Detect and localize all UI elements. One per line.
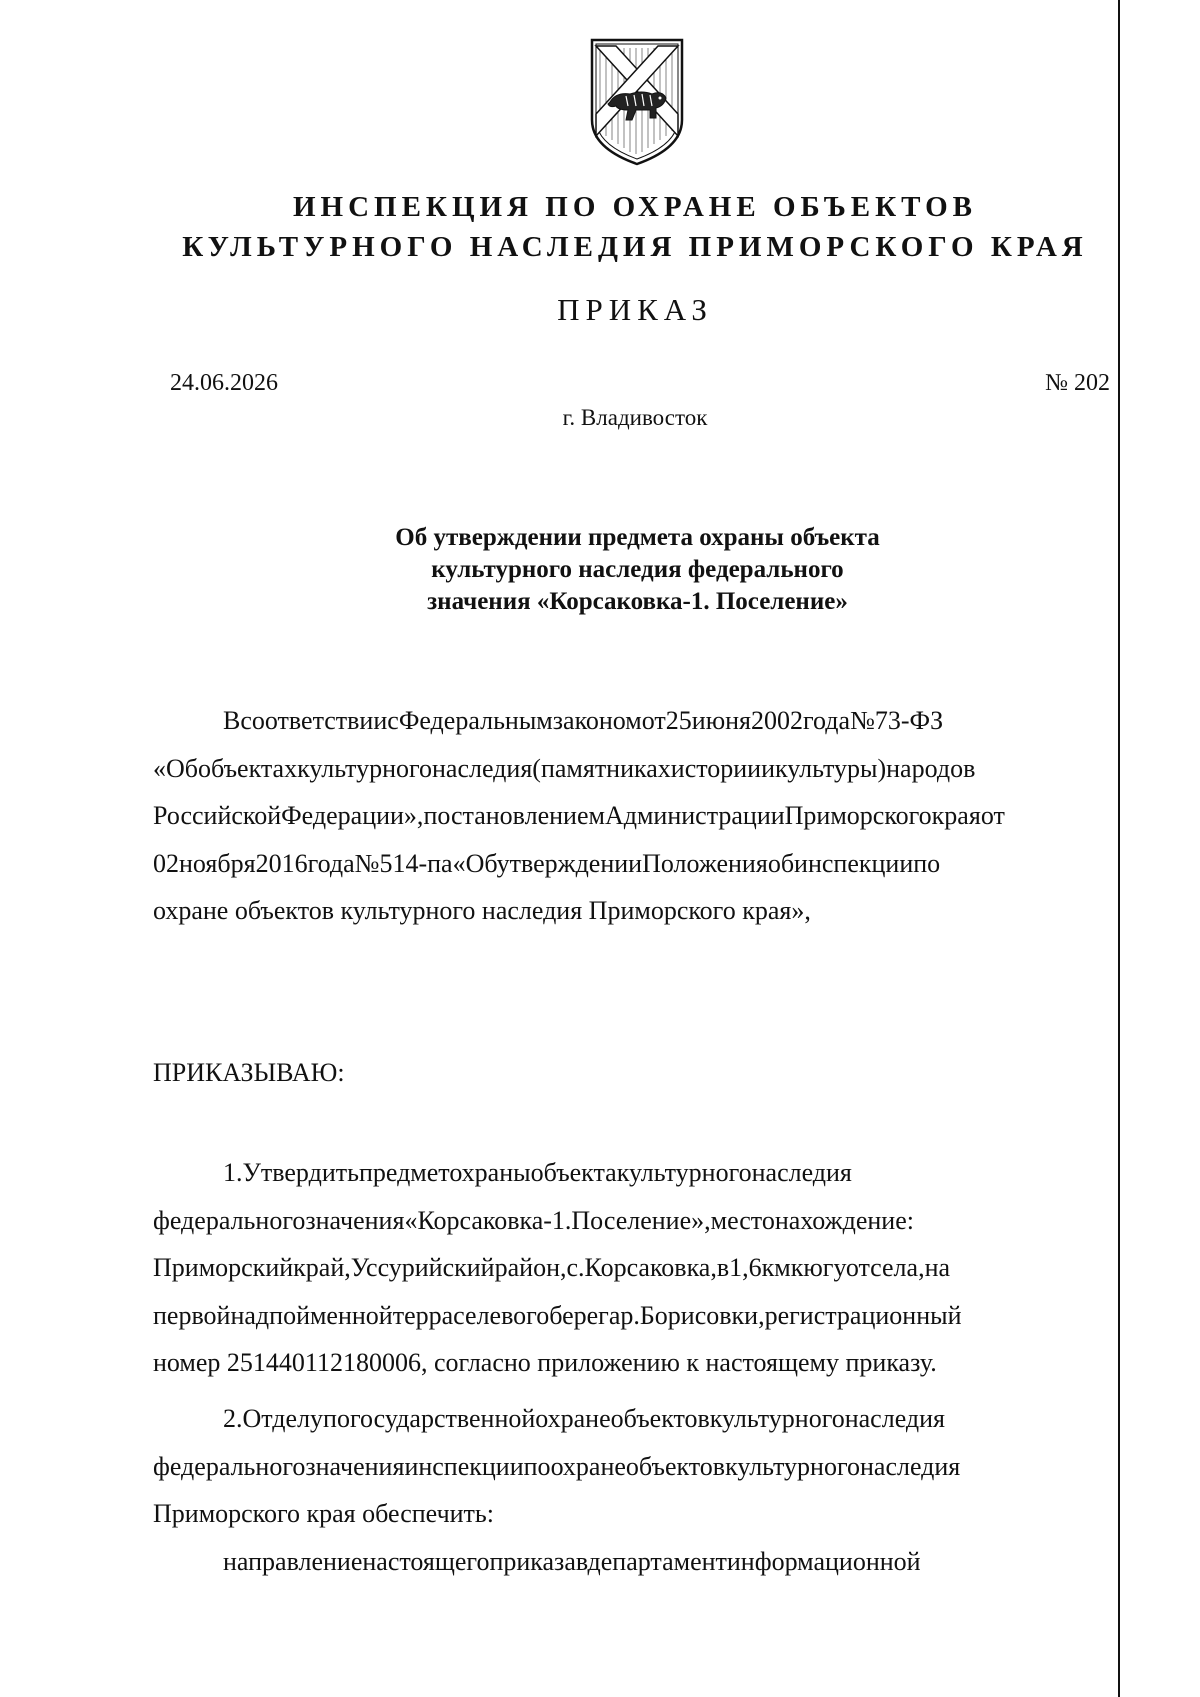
word: (памятниках [532,753,671,783]
word: край, [293,1253,351,1282]
word: и [761,753,776,783]
word: р. [620,1300,640,1330]
word: объекта [530,1158,617,1187]
word: наследия [844,1404,945,1433]
document-date: 24.06.2026 [170,370,278,396]
word: приказа [489,1546,576,1576]
word: берега [549,1300,621,1330]
word: наследия [751,1158,852,1187]
word: местонахождение: [710,1205,914,1235]
word: Борисовки, [639,1300,765,1330]
word: настоящего [362,1546,490,1576]
word: объектов [625,1451,726,1481]
text-line: номер 251440112180006, согласно приложению к настоящему приказу. [153,1348,937,1377]
text-line [153,1395,1129,1443]
word: года [803,706,851,735]
word: значения [305,1205,405,1235]
agency-name-line-2: КУЛЬТУРНОГО НАСЛЕДИЯ ПРИМОРСКОГО КРАЯ [182,231,1088,263]
primorsky-coat-of-arms-icon [586,36,688,168]
word: края [931,801,981,830]
word: 514-па [379,848,453,878]
text-line [153,792,1129,840]
text-line [153,1149,1129,1197]
word: по [523,1451,551,1481]
word: Уссурийский [350,1253,495,1282]
text-line [153,1197,1129,1245]
word: Федеральным [398,706,553,735]
word: федерального [153,1205,306,1235]
text-line: Приморского края обеспечить: [153,1499,494,1528]
word: Федерации», [281,801,424,830]
word: В [223,706,241,735]
word: в [716,1253,730,1282]
text-line [153,745,1129,793]
subject-line: Об утверждении предмета охраны объекта [395,524,880,551]
text-line [153,840,1129,888]
word: культурного [725,1451,860,1481]
subject-line: культурного наследия федерального [431,556,844,583]
document-city: г. Владивосток [562,405,708,430]
word: «Корсаковка-1. [404,1205,572,1235]
word: км [761,1253,791,1282]
word: государственной [349,1404,536,1433]
word: 2. [223,1404,243,1433]
word: с. [566,1253,585,1282]
word: Отделу [242,1404,324,1433]
document-type: ПРИКАЗ [557,292,713,327]
word: на [924,1253,951,1282]
text-line [153,1244,1129,1292]
word: культурного [297,753,433,783]
word: 2002 [751,706,804,735]
document-number: № 202 [1045,370,1110,396]
word: 1. [223,1158,243,1187]
text-line [153,1443,1129,1491]
word: истории [670,753,762,783]
text-line [153,697,1129,745]
word: с [387,706,399,735]
word: к [790,1253,804,1282]
word: район, [494,1253,567,1282]
word: направление [223,1546,363,1576]
word: информационной [726,1546,921,1576]
word: Положения [642,848,768,878]
word: села, [870,1253,925,1282]
word: 02 [153,848,179,878]
item-2-paragraph [153,1395,1129,1585]
word: законом [552,706,642,735]
preamble-paragraph [153,697,1129,935]
word: утверждении [496,848,643,878]
word: объектов [610,1404,710,1433]
word: от [980,801,1005,830]
word: ноября [179,848,256,878]
word: по [913,848,941,878]
word: охраны [449,1158,531,1187]
word: от [641,706,666,735]
word: от [845,1253,871,1282]
order-word: ПРИКАЗЫВАЮ: [153,1058,345,1087]
word: 25 [665,706,692,735]
word: культурного [709,1404,845,1433]
word: № [850,706,875,735]
word: югу [803,1253,846,1282]
word: инспекции [404,1451,524,1481]
word: 2016 [255,848,308,878]
word: постановлением [423,801,605,830]
word: культуры) [775,753,887,783]
text-line [153,1538,1129,1586]
word: первой [153,1300,231,1330]
word: Российской [153,801,282,830]
word: об [767,848,795,878]
word: значения [305,1451,405,1481]
word: охране [535,1404,611,1433]
word: охране [550,1451,626,1481]
item-1-paragraph [153,1149,1129,1387]
word: «Об [452,848,497,878]
word: Корсаковка, [584,1253,717,1282]
word: Приморского [784,801,932,830]
word: Утвердить [242,1158,359,1187]
word: инспекции [794,848,914,878]
word: федерального [153,1451,306,1481]
word: наследия [432,753,533,783]
word: в [575,1546,588,1576]
word: 73-ФЗ [874,706,944,735]
word: соответствии [240,706,388,735]
text-line: охране объектов культурного наследия Приморского края», [153,896,811,925]
word: № [354,848,380,878]
word: года [307,848,355,878]
word: Приморский [153,1253,294,1282]
subject-line: значения «Корсаковка-1. Поселение» [427,588,848,615]
word: Поселение», [571,1205,711,1235]
agency-name-line-1: ИНСПЕКЦИЯ ПО ОХРАНЕ ОБЪЕКТОВ [292,191,978,223]
word: надпойменной [230,1300,393,1330]
word: по [323,1404,350,1433]
word: левого [476,1300,550,1330]
word: июня [691,706,752,735]
word: народов [886,753,976,783]
word: регистрационный [764,1300,962,1330]
document-subject [300,522,975,618]
word: наследия [860,1451,961,1481]
word: культурного [616,1158,752,1187]
word: 1,6 [729,1253,762,1282]
word: департамент [587,1546,727,1576]
text-line [153,1292,1129,1340]
word: Администрации [604,801,785,830]
word: террасе [392,1300,477,1330]
word: объектах [198,753,298,783]
word: предмет [358,1158,450,1187]
word: «Об [153,753,199,783]
